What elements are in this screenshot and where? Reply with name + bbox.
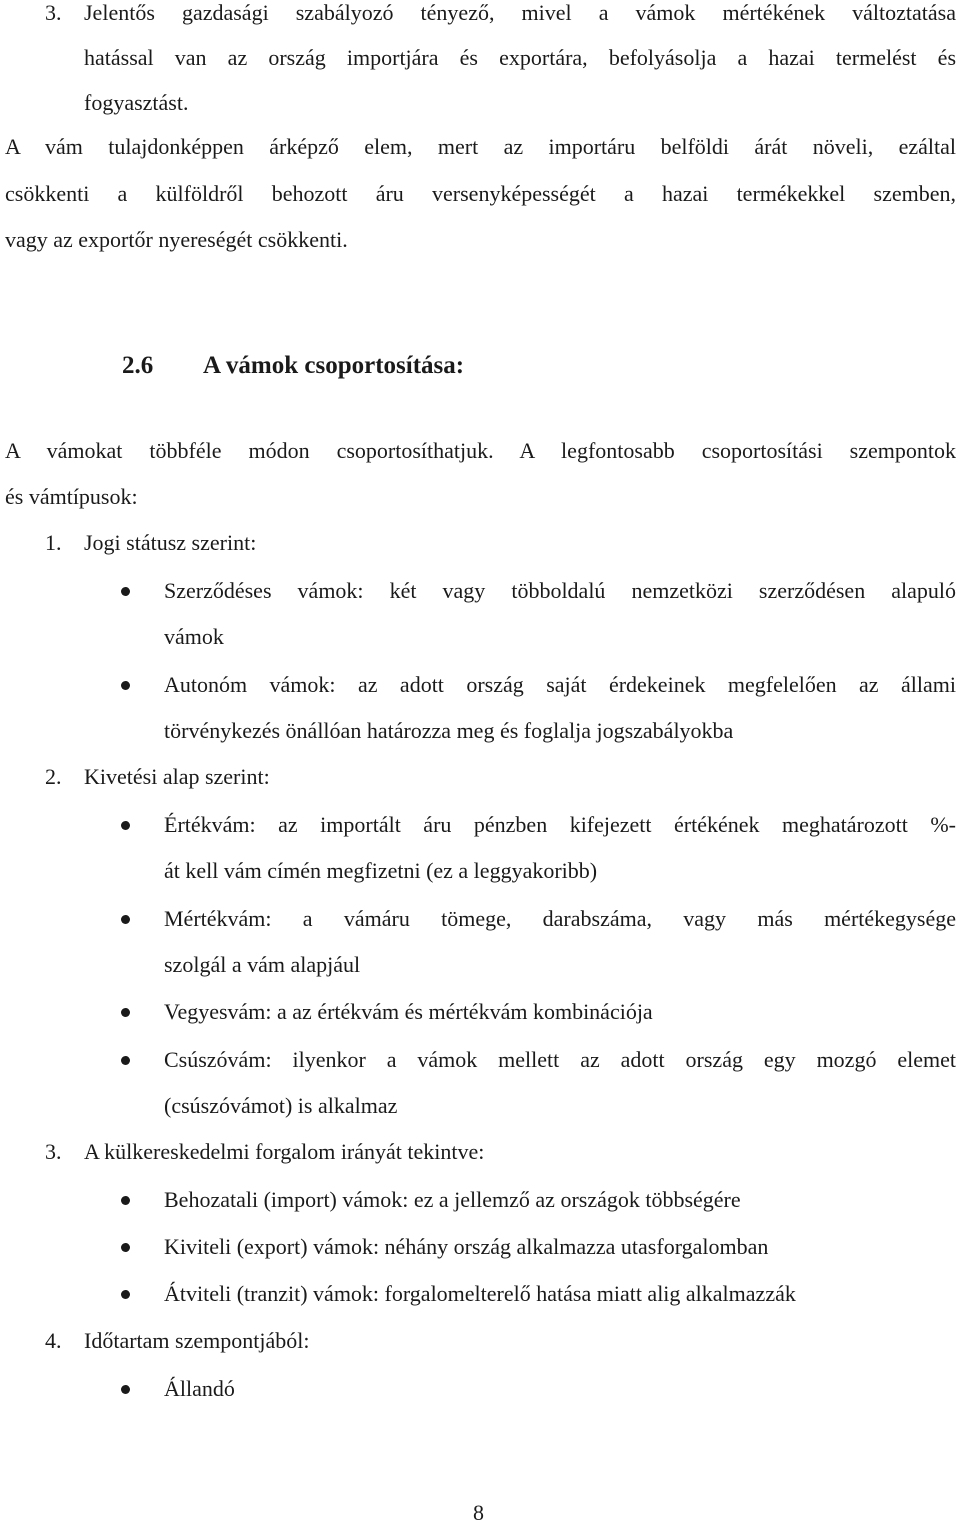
section-number: 2.6 <box>122 352 154 379</box>
list-item-line: Vegyesvám: a az értékvám és mértékvám kombinációja <box>164 999 653 1024</box>
group-number: 3. <box>45 1139 62 1164</box>
bullet-icon <box>121 915 130 924</box>
bullet-icon <box>121 681 130 690</box>
paragraph-line: Jelentős gazdasági szabályozó tényező, mivel a vámok mértékének változtatása <box>84 0 956 25</box>
bullet-icon <box>121 1196 130 1205</box>
bullet-icon <box>121 1385 130 1394</box>
list-item-line: Kiviteli (export) vámok: néhány ország alkalmazza utasforgalomban <box>164 1234 769 1259</box>
list-item-line: Csúszóvám: ilyenkor a vámok mellett az adott ország egy mozgó elemet <box>164 1047 956 1072</box>
list-item-line: törvénykezés önállóan határozza meg és foglalja jogszabályokba <box>164 718 734 743</box>
paragraph-line: hatással van az ország importjára és exportára, befolyásolja a hazai termelést és <box>84 45 956 70</box>
group-title: Időtartam szempontjából: <box>84 1328 310 1353</box>
list-item-line: Behozatali (import) vámok: ez a jellemző az országok többségére <box>164 1187 741 1212</box>
list-item-line: át kell vám címén megfizetni (ez a leggyakoribb) <box>164 858 598 883</box>
paragraph-line: csökkenti a külföldről behozott áru versenyképességét a hazai termékekkel szemben, <box>5 181 956 206</box>
list-item-line: Értékvám: az importált áru pénzben kifejezett értékének meghatározott %- <box>164 812 956 837</box>
bullet-icon <box>121 1008 130 1017</box>
group-number: 2. <box>45 764 62 789</box>
list-item-line: szolgál a vám alapjául <box>164 952 361 977</box>
list-item-line: Átviteli (tranzit) vámok: forgalomelterelő hatása miatt alig alkalmazzák <box>164 1281 796 1306</box>
list-item-line: Mértékvám: a vámáru tömege, darabszáma, vagy más mértékegysége <box>164 906 956 931</box>
group-number: 4. <box>45 1328 62 1353</box>
paragraph-line: fogyasztást. <box>84 90 189 115</box>
paragraph-line: A vámokat többféle módon csoportosíthatjuk. A legfontosabb csoportosítási szempontok <box>5 438 956 463</box>
list-item-line: Állandó <box>164 1376 235 1401</box>
section-title: A vámok csoportosítása: <box>203 352 465 379</box>
paragraph-line: vagy az exportőr nyereségét csökkenti. <box>5 227 348 252</box>
paragraph-line: és vámtípusok: <box>5 484 138 509</box>
group-number: 1. <box>45 530 62 555</box>
list-item-line: Autonóm vámok: az adott ország saját érdekeinek megfelelően az állami <box>164 672 956 697</box>
list-item-line: (csúszóvámot) is alkalmaz <box>164 1093 398 1118</box>
group-title: Kivetési alap szerint: <box>84 764 270 789</box>
paragraph-line: A vám tulajdonképpen árképző elem, mert az importáru belföldi árát növeli, ezáltal <box>5 134 956 159</box>
list-number: 3. <box>45 0 62 25</box>
list-item-line: Szerződéses vámok: két vagy többoldalú nemzetközi szerződésen alapuló <box>164 578 956 603</box>
bullet-icon <box>121 587 130 596</box>
bullet-icon <box>121 1056 130 1065</box>
page-number: 8 <box>473 1500 484 1525</box>
group-title: Jogi státusz szerint: <box>84 530 257 555</box>
bullet-icon <box>121 821 130 830</box>
bullet-icon <box>121 1290 130 1299</box>
list-item-line: vámok <box>164 624 224 649</box>
bullet-icon <box>121 1243 130 1252</box>
group-title: A külkereskedelmi forgalom irányát tekintve: <box>84 1139 485 1164</box>
